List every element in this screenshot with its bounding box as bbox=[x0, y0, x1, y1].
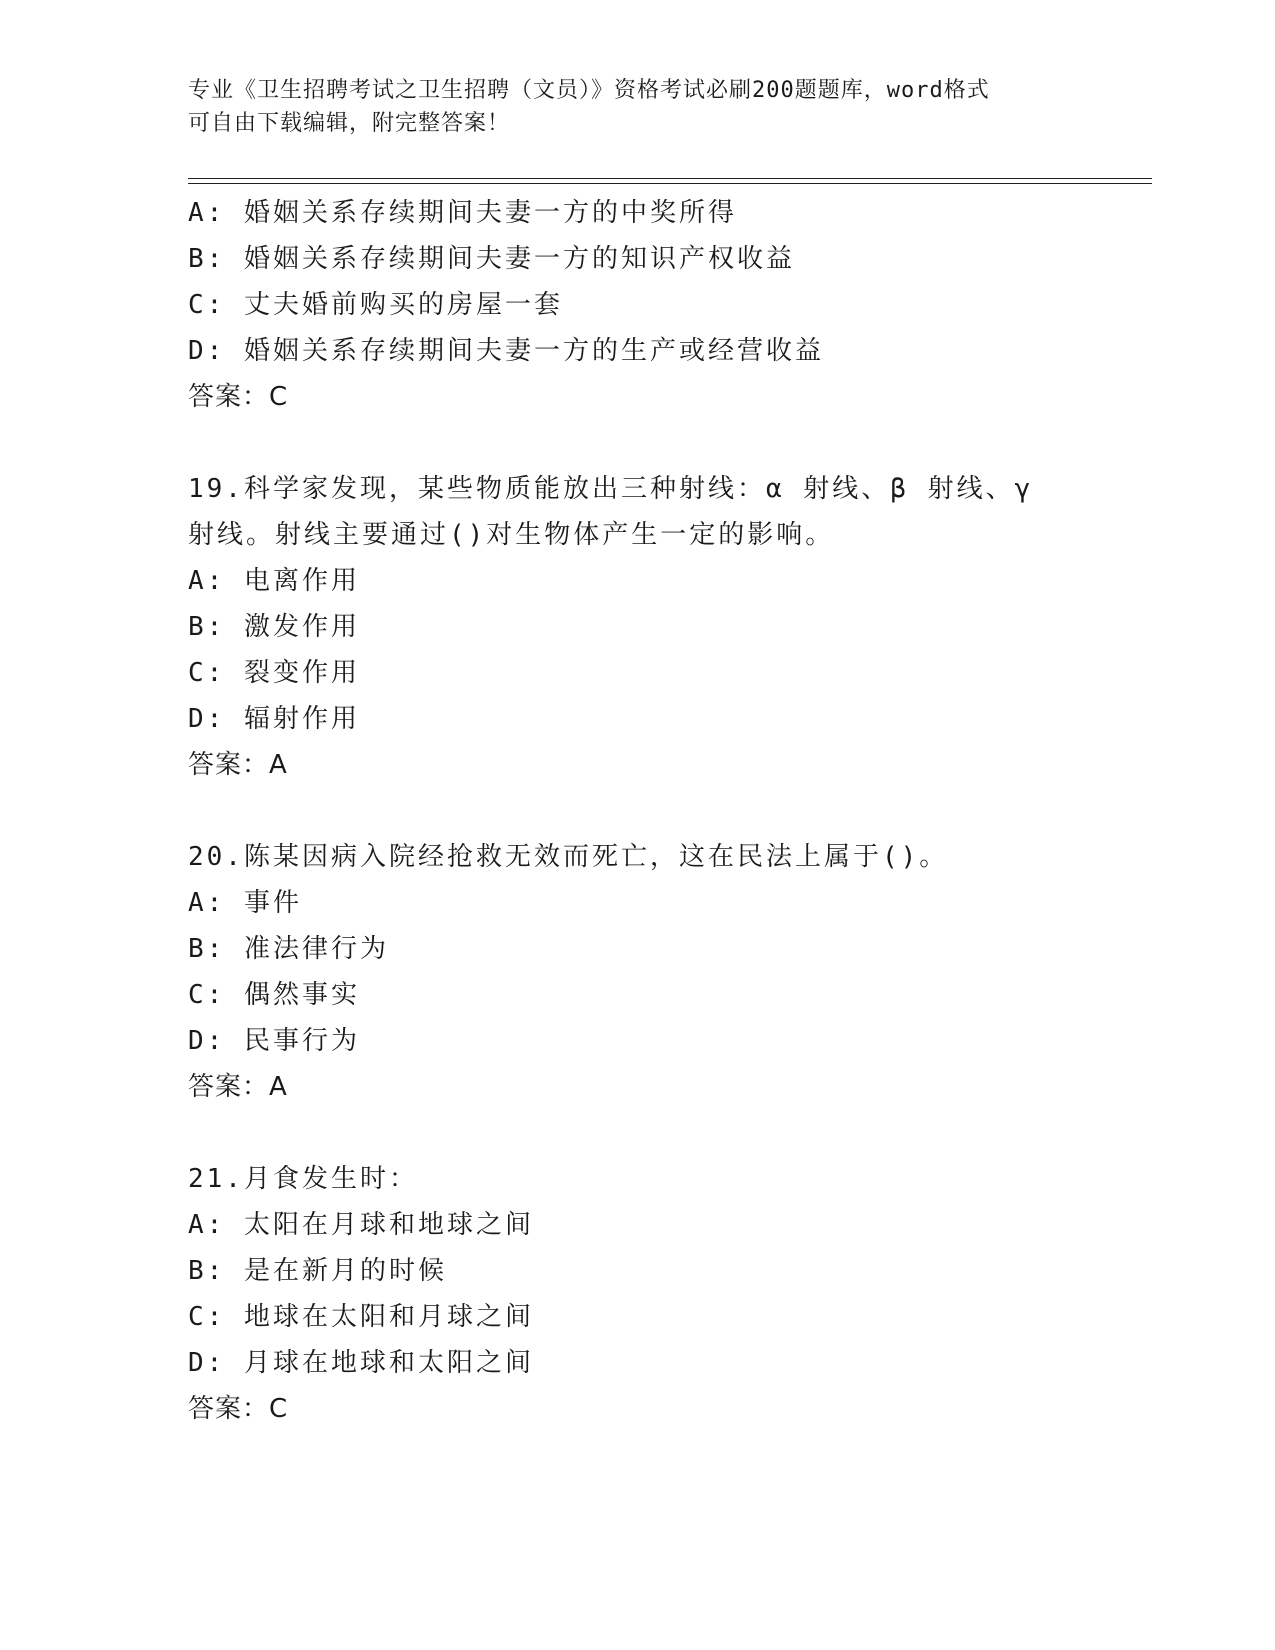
q19-option-c: C: 裂变作用 bbox=[188, 658, 360, 688]
question-list bbox=[188, 190, 1152, 1432]
document-header bbox=[188, 74, 1068, 140]
q21-stem: 21.月食发生时： bbox=[188, 1164, 418, 1194]
q19-option-b: B: 激发作用 bbox=[188, 612, 360, 642]
q21-option-b: B: 是在新月的时候 bbox=[188, 1256, 447, 1286]
q20-option-b: B: 准法律行为 bbox=[188, 934, 389, 964]
q20-option-a: A: 事件 bbox=[188, 888, 302, 918]
q20-stem: 20.陈某因病入院经抢救无效而死亡，这在民法上属于()。 bbox=[188, 842, 949, 872]
q19-stem: 19.科学家发现，某些物质能放出三种射线：α 射线、β 射线、γ 射线。射线主要通过()对生物体产生一定的影响。 bbox=[188, 474, 1034, 550]
question-18 bbox=[188, 190, 1152, 420]
q21-option-a: A: 太阳在月球和地球之间 bbox=[188, 1210, 534, 1240]
q19-option-a: A: 电离作用 bbox=[188, 566, 360, 596]
q20-option-d: D: 民事行为 bbox=[188, 1026, 360, 1056]
question-21 bbox=[188, 1156, 1152, 1432]
q18-answer: 答案：C bbox=[188, 382, 289, 412]
spacer bbox=[188, 420, 1152, 466]
q21-option-d: D: 月球在地球和太阳之间 bbox=[188, 1348, 534, 1378]
q21-answer: 答案：C bbox=[188, 1394, 289, 1424]
question-19 bbox=[188, 466, 1152, 788]
q19-option-d: D: 辐射作用 bbox=[188, 704, 360, 734]
header-line-1: 专业《卫生招聘考试之卫生招聘（文员）》资格考试必刷200题题库，word格式 bbox=[188, 78, 990, 103]
spacer bbox=[188, 1110, 1152, 1156]
question-20 bbox=[188, 834, 1152, 1110]
header-divider-top bbox=[188, 178, 1152, 179]
q18-option-a: A: 婚姻关系存续期间夫妻一方的中奖所得 bbox=[188, 198, 737, 228]
q21-option-c: C: 地球在太阳和月球之间 bbox=[188, 1302, 534, 1332]
q20-option-c: C: 偶然事实 bbox=[188, 980, 360, 1010]
header-divider-bottom bbox=[188, 183, 1152, 184]
q18-option-b: B: 婚姻关系存续期间夫妻一方的知识产权收益 bbox=[188, 244, 795, 274]
header-line-2: 可自由下载编辑，附完整答案！ bbox=[188, 111, 511, 136]
q20-answer: 答案：A bbox=[188, 1072, 288, 1102]
q18-option-c: C: 丈夫婚前购买的房屋一套 bbox=[188, 290, 563, 320]
spacer bbox=[188, 788, 1152, 834]
q19-answer: 答案：A bbox=[188, 750, 288, 780]
q18-option-d: D: 婚姻关系存续期间夫妻一方的生产或经营收益 bbox=[188, 336, 824, 366]
